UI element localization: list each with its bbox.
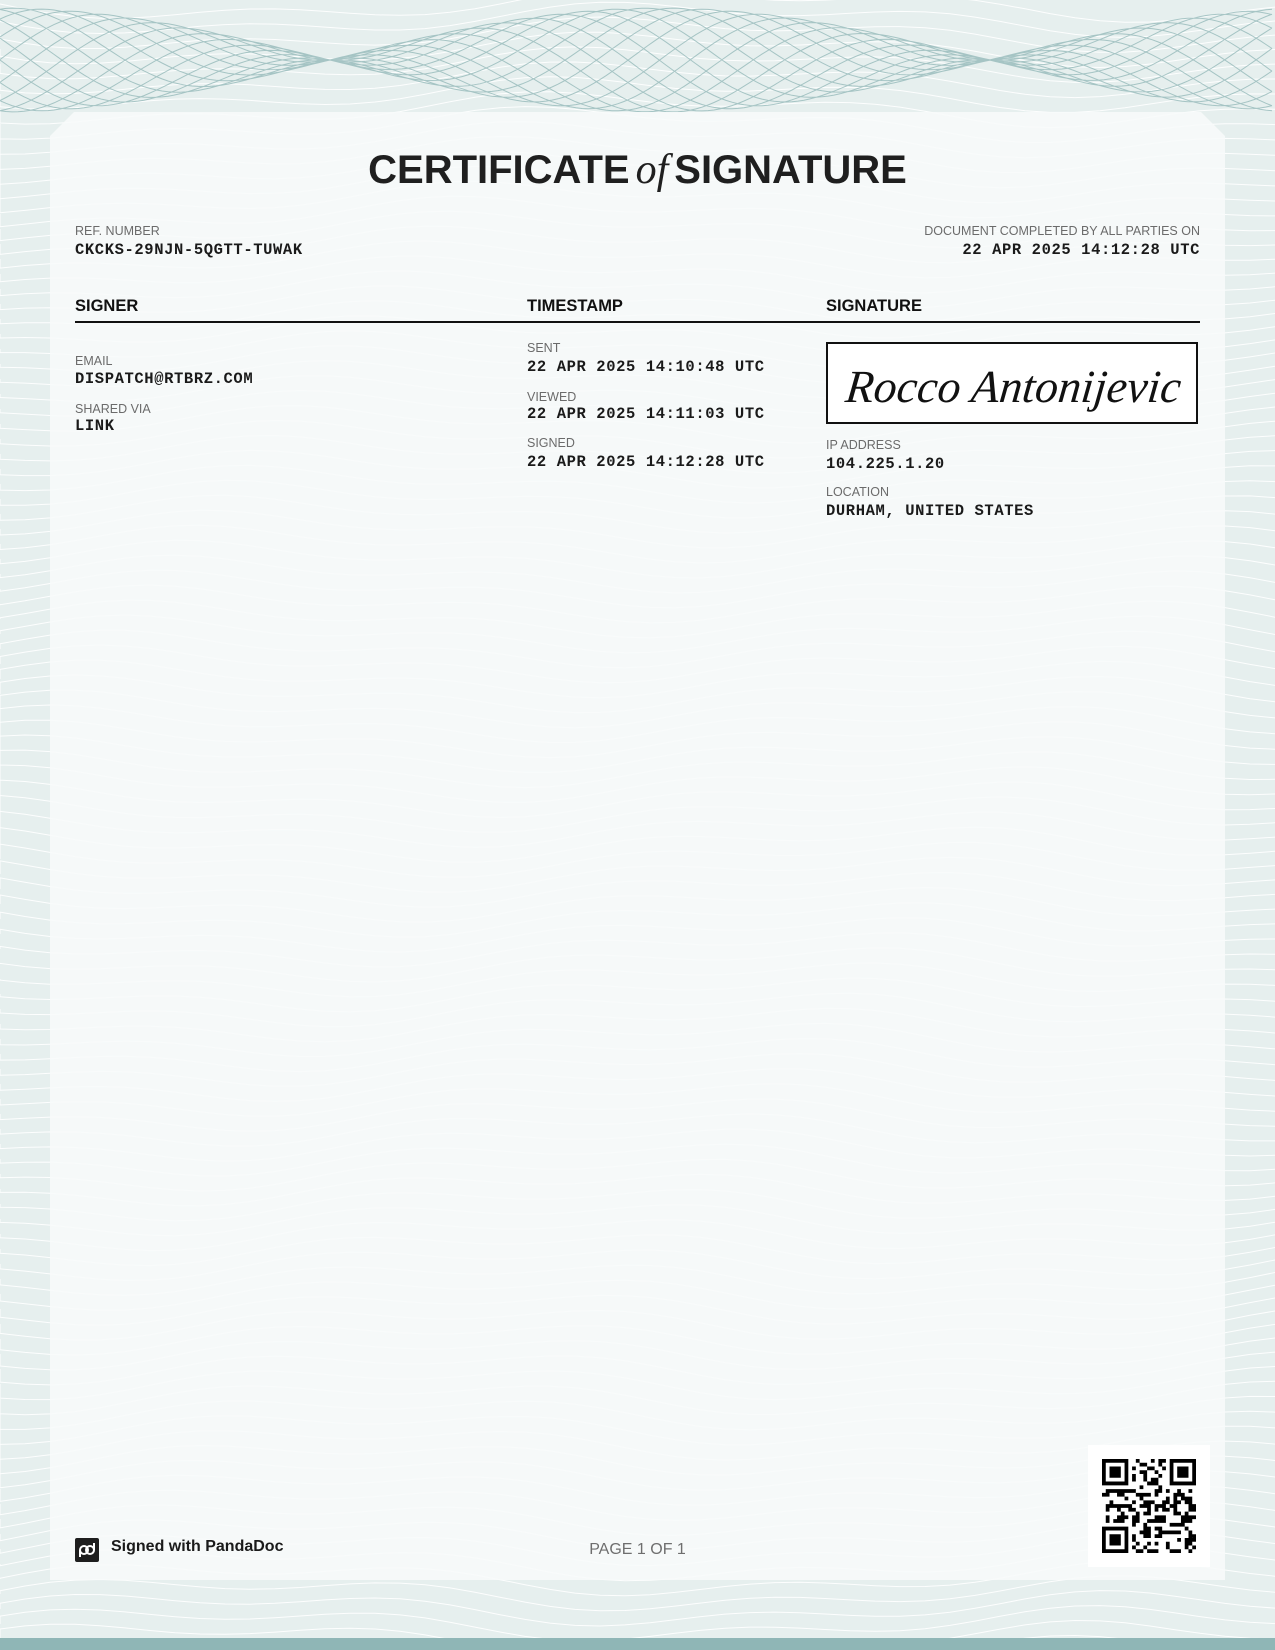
ref-number-label: REF. NUMBER	[75, 224, 160, 238]
ip-address-value: 104.225.1.20	[826, 455, 945, 473]
certificate-panel	[50, 112, 1225, 1580]
title-of: of	[635, 147, 669, 193]
shared-via-value: LINK	[75, 417, 115, 435]
header-divider	[75, 321, 1200, 323]
sent-value: 22 APR 2025 14:10:48 UTC	[527, 358, 765, 376]
signature-box	[826, 342, 1198, 424]
signature-image	[828, 344, 1196, 422]
email-value: DISPATCH@RTBRZ.COM	[75, 370, 254, 388]
qr-code-pattern	[1102, 1459, 1196, 1553]
signed-with-pandadoc: Signed with PandaDoc	[111, 1538, 284, 1555]
page-title	[0, 146, 1275, 194]
location-label: LOCATION	[826, 485, 889, 499]
title-signature: SIGNATURE	[674, 148, 907, 192]
column-header-signer: SIGNER	[75, 297, 139, 315]
viewed-label: VIEWED	[527, 390, 577, 404]
ref-number-value: CKCKS-29NJN-5QGTT-TUWAK	[75, 241, 303, 259]
sent-label: SENT	[527, 341, 561, 355]
signed-value: 22 APR 2025 14:12:28 UTC	[527, 453, 765, 471]
shared-via-label: SHARED VIA	[75, 402, 151, 416]
signature-name: Rocco Antonijevic	[843, 361, 1184, 412]
email-label: EMAIL	[75, 354, 113, 368]
page-number: PAGE 1 OF 1	[589, 1541, 686, 1558]
completed-label: DOCUMENT COMPLETED BY ALL PARTIES ON	[924, 224, 1200, 238]
title-certificate: CERTIFICATE	[368, 148, 630, 192]
qr-code-icon	[1088, 1445, 1210, 1567]
pandadoc-logo-icon	[75, 1538, 99, 1562]
column-header-signature: SIGNATURE	[826, 297, 922, 315]
column-header-timestamp: TIMESTAMP	[527, 297, 623, 315]
pandadoc-logo-glyph	[75, 1538, 99, 1562]
location-value: DURHAM, UNITED STATES	[826, 502, 1034, 520]
signed-label: SIGNED	[527, 436, 575, 450]
ip-address-label: IP ADDRESS	[826, 438, 901, 452]
completed-value: 22 APR 2025 14:12:28 UTC	[962, 241, 1200, 259]
viewed-value: 22 APR 2025 14:11:03 UTC	[527, 405, 765, 423]
